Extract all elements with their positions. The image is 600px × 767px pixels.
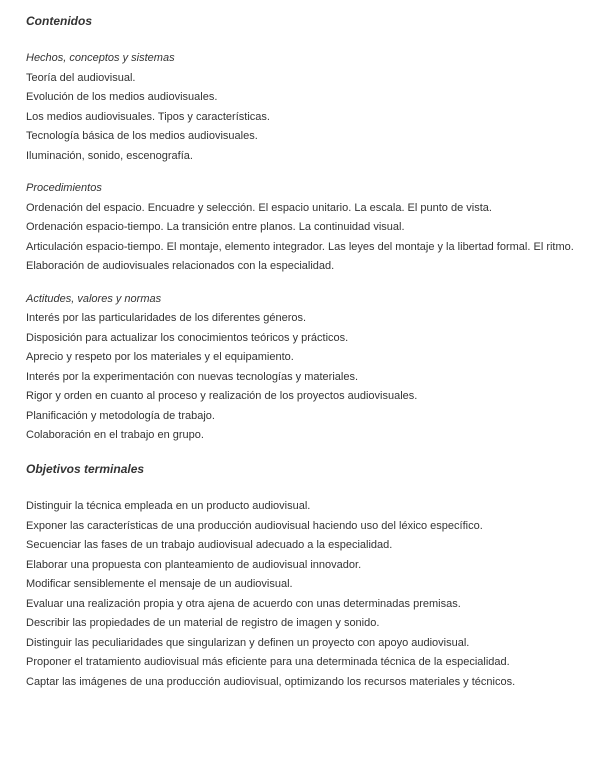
contents-title: Contenidos xyxy=(26,14,92,28)
objective-item: Elaborar una propuesta con planteamiento de audiovisual innovador. xyxy=(26,558,362,571)
content-item: Rigor y orden en cuanto al proceso y realización de los proyectos audiovisuales. xyxy=(26,390,418,402)
content-item: Evolución de los medios audiovisuales. xyxy=(26,91,218,103)
section-objetivos xyxy=(26,500,575,689)
content-item: Colaboración en el trabajo en grupo. xyxy=(26,429,204,441)
content-item: Disposición para actualizar los conocimientos teóricos y prácticos. xyxy=(26,331,349,344)
content-item: Los medios audiovisuales. Tipos y características. xyxy=(26,110,270,123)
content-item: Elaboración de audiovisuales relacionados con la especialidad. xyxy=(26,260,335,272)
content-item: Ordenación espacio-tiempo. La transición entre planos. La continuidad visual. xyxy=(26,221,405,233)
objective-item: Proponer el tratamiento audiovisual más eficiente para una determinada técnica de la especialidad. xyxy=(26,656,510,668)
objectives-title: Objetivos terminales xyxy=(26,462,145,476)
section-actitudes xyxy=(26,293,575,443)
objective-item: Evaluar una realización propia y otra ajena de acuerdo con unas determinadas premisas. xyxy=(26,597,461,610)
content-item: Articulación espacio-tiempo. El montaje, elemento integrador. Las leyes del montaje y la libertad formal. El ritmo. xyxy=(26,240,574,253)
objective-item: Modificar sensiblemente el mensaje de un audiovisual. xyxy=(26,578,293,590)
content-item: Planificación y metodología de trabajo. xyxy=(26,409,215,422)
section-hechos xyxy=(26,52,575,163)
content-item: Tecnología básica de los medios audiovisuales. xyxy=(26,130,258,142)
objective-item: Distinguir la técnica empleada en un producto audiovisual. xyxy=(26,500,311,512)
section-procedimientos xyxy=(26,182,575,273)
content-item: Interés por la experimentación con nuevas tecnologías y materiales. xyxy=(26,370,359,383)
section-heading: Actitudes, valores y normas xyxy=(26,292,162,305)
content-item: Teoría del audiovisual. xyxy=(26,71,136,84)
content-item: Interés por las particularidades de los diferentes géneros. xyxy=(26,312,307,324)
objective-item: Exponer las características de una producción audiovisual haciendo uso del léxico específico. xyxy=(26,519,483,532)
objective-item: Secuenciar las fases de un trabajo audiovisual adecuado a la especialidad. xyxy=(26,539,393,551)
content-item: Aprecio y respeto por los materiales y el equipamiento. xyxy=(26,351,294,363)
objective-item: Distinguir las peculiaridades que singularizan y definen un proyecto con apoyo audiovisual. xyxy=(26,636,470,649)
objective-item: Captar las imágenes de una producción audiovisual, optimizando los recursos materiales y técnicos. xyxy=(26,675,516,688)
content-item: Ordenación del espacio. Encuadre y selección. El espacio unitario. La escala. El punto de vista. xyxy=(26,201,492,214)
objective-item: Describir las propiedades de un material de registro de imagen y sonido. xyxy=(26,617,380,629)
content-item: Iluminación, sonido, escenografía. xyxy=(26,149,193,162)
section-heading: Procedimientos xyxy=(26,182,102,194)
section-heading: Hechos, conceptos y sistemas xyxy=(26,52,175,64)
